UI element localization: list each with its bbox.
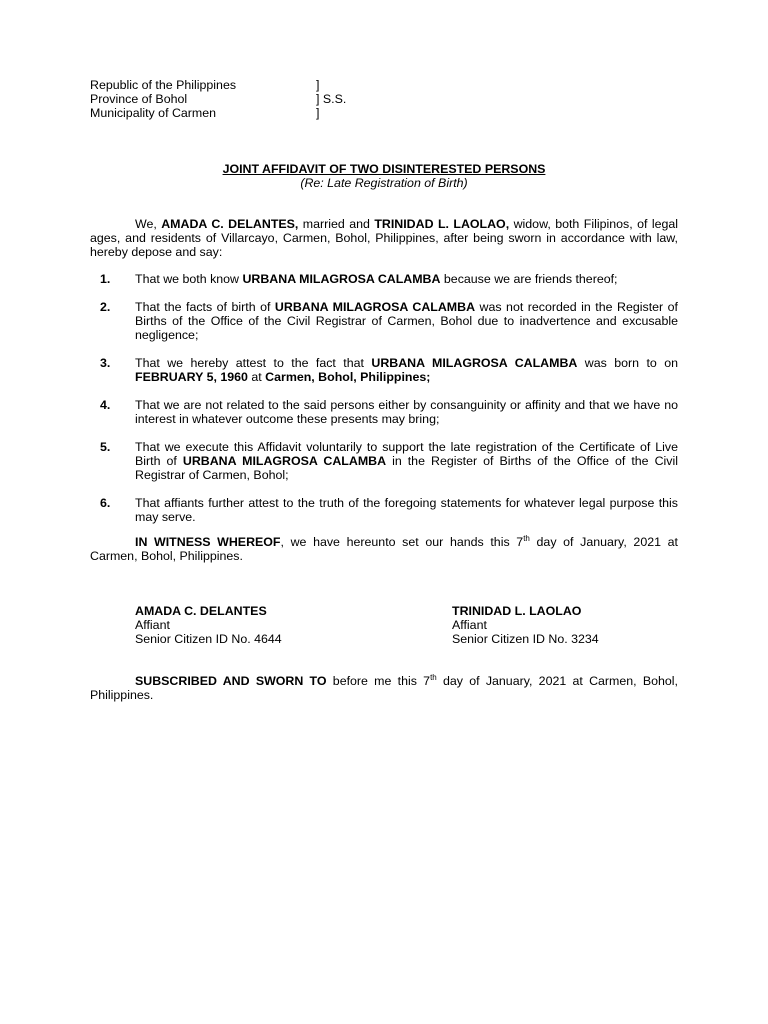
signatory-name: TRINIDAD L. LAOLAO xyxy=(452,604,582,618)
statement-part: That we are not related to the said persons either by consanguinity or affinity and that we have no interest in whatever outcome these presents may bring; xyxy=(135,398,678,426)
jurat-paragraph xyxy=(90,674,678,702)
intro-text: widow, both Filipinos, of legal ages, and residents of Villarcayo, Carmen, Bohol, Philippines, after being sworn in accordance with law, hereby depose and say: xyxy=(90,217,679,259)
statement-text xyxy=(135,272,678,286)
statement-item xyxy=(90,356,678,384)
venue-bracket: ] xyxy=(316,106,320,120)
document-heading xyxy=(0,162,768,190)
venue-bracket-ss: ] S.S. xyxy=(316,92,347,106)
witness-text: , we have hereunto set our hands this 7 xyxy=(280,535,524,549)
venue-line xyxy=(90,92,410,106)
statement-part: That we execute this Affidavit voluntarily to support the late registration of the Certificate of Live Birth of xyxy=(135,440,678,468)
jurat-lead: SUBSCRIBED AND SWORN TO xyxy=(135,674,327,688)
witness-lead: IN WITNESS WHEREOF xyxy=(135,535,281,549)
statement-text xyxy=(135,440,678,482)
witness-text: day of January, 2021 at Carmen, Bohol, Philippines. xyxy=(90,535,678,563)
statement-part: at xyxy=(247,370,266,384)
statement-text xyxy=(135,398,678,426)
statement-number: 2. xyxy=(100,300,111,314)
statement-number: 5. xyxy=(100,440,111,454)
venue-country: Republic of the Philippines xyxy=(90,78,237,92)
signatory-id: Senior Citizen ID No. 4644 xyxy=(135,632,282,646)
venue-province: Province of Bohol xyxy=(90,92,188,106)
statement-number-cell xyxy=(90,440,135,482)
jurat-text: before me this 7 xyxy=(326,674,431,688)
venue-line xyxy=(90,78,410,92)
intro-paragraph xyxy=(90,217,678,259)
statement-number: 1. xyxy=(100,272,111,286)
ordinal-suffix: th xyxy=(523,533,530,543)
venue-block xyxy=(90,78,410,120)
statement-part: That the facts of birth of xyxy=(135,300,275,314)
statement-text xyxy=(135,496,678,524)
signatory-name: AMADA C. DELANTES xyxy=(135,604,267,618)
statement-part: That affiants further attest to the truth of the foregoing statements for whatever legal purpose this may serve. xyxy=(135,496,678,524)
ordinal-suffix: th xyxy=(430,672,437,682)
affiant-name-2: TRINIDAD L. LAOLAO, xyxy=(374,217,510,231)
birth-date: FEBRUARY 5, 1960 xyxy=(135,370,248,384)
statement-number-cell xyxy=(90,272,135,286)
statement-item xyxy=(90,496,678,524)
venue-bracket: ] xyxy=(316,78,320,92)
statement-number: 3. xyxy=(100,356,111,370)
statement-text xyxy=(135,300,678,342)
statement-part: because we are friends thereof; xyxy=(440,272,618,286)
statement-number-cell xyxy=(90,496,135,524)
subject-name: URBANA MILAGROSA CALAMBA xyxy=(371,356,578,370)
birth-place: Carmen, Bohol, Philippines; xyxy=(265,370,431,384)
statement-number: 4. xyxy=(100,398,111,412)
venue-line xyxy=(90,106,410,120)
statement-item xyxy=(90,300,678,342)
signature-block-1 xyxy=(135,604,395,646)
subject-name: URBANA MILAGROSA CALAMBA xyxy=(242,272,441,286)
statement-part: in the Register of Births of the Office of the Civil Registrar of Carmen, Bohol; xyxy=(135,454,678,482)
statement-number-cell xyxy=(90,398,135,426)
document-subtitle: (Re: Late Registration of Birth) xyxy=(300,176,468,190)
statement-list xyxy=(90,272,678,538)
intro-text: married and xyxy=(298,217,375,231)
jurat-text: day of January, 2021 at Carmen, Bohol, Philippines. xyxy=(90,674,678,702)
subject-name: URBANA MILAGROSA CALAMBA xyxy=(182,454,387,468)
statement-item xyxy=(90,398,678,426)
statement-number-cell xyxy=(90,356,135,384)
document-title: JOINT AFFIDAVIT OF TWO DISINTERESTED PERSONS xyxy=(222,162,546,176)
statement-part: That we both know xyxy=(135,272,243,286)
statement-item xyxy=(90,440,678,482)
witness-paragraph xyxy=(90,535,678,563)
statement-part: was not recorded in the Register of Births of the Office of the Civil Registrar of Carmen, Bohol due to inadvertence and excusable negligence; xyxy=(135,300,678,342)
statement-item xyxy=(90,272,678,286)
signatory-role: Affiant xyxy=(452,618,487,632)
signatory-role: Affiant xyxy=(135,618,170,632)
venue-municipality: Municipality of Carmen xyxy=(90,106,217,120)
subject-name: URBANA MILAGROSA CALAMBA xyxy=(274,300,476,314)
statement-part: was born to on xyxy=(577,356,678,370)
intro-text: We, xyxy=(135,217,162,231)
statement-number-cell xyxy=(90,300,135,342)
statement-part: That we hereby attest to the fact that xyxy=(135,356,372,370)
statement-number: 6. xyxy=(100,496,111,510)
affiant-name-1: AMADA C. DELANTES, xyxy=(161,217,299,231)
statement-text xyxy=(135,356,678,384)
signature-block-2 xyxy=(452,604,712,646)
signatory-id: Senior Citizen ID No. 3234 xyxy=(452,632,599,646)
